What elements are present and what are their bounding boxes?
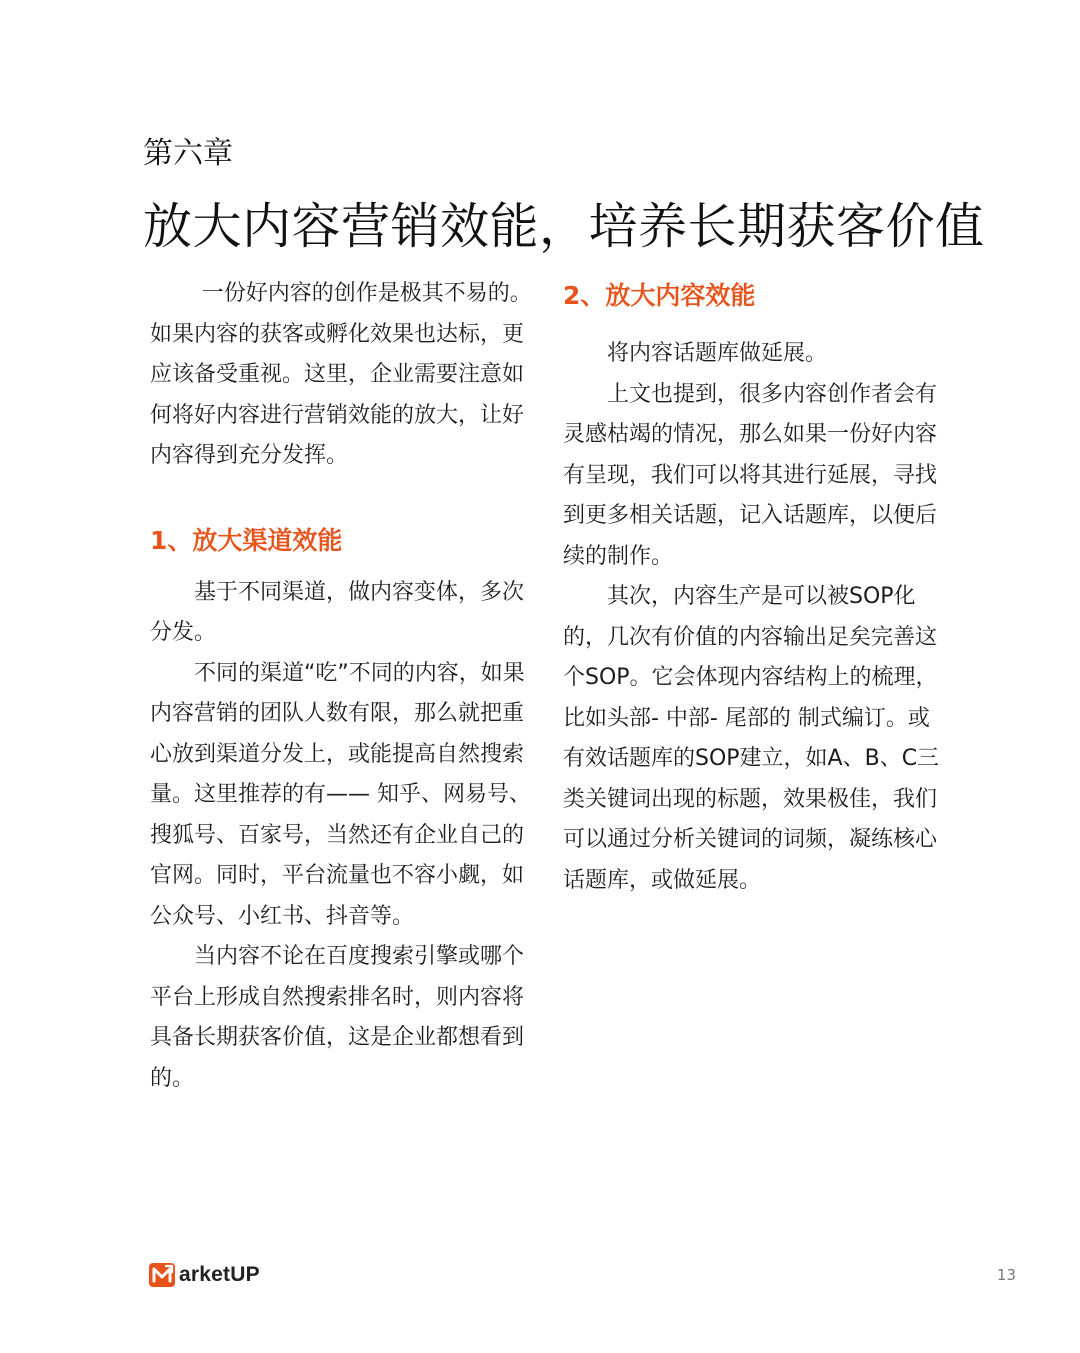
page-number: 13 [996, 1266, 1016, 1284]
body-paragraph: 上文也提到，很多内容创作者会有灵感枯竭的情况，那么如果一份好内容有呈现，我们可以将其进行延展，寻找到更多相关话题，记入话题库，以便后续的制作。 [563, 381, 938, 569]
section-heading-content: 2、放大内容效能 [563, 281, 756, 310]
body-paragraph: 将内容话题库做延展。 [607, 341, 828, 366]
body-paragraph: 基于不同渠道，做内容变体，多次分发。 [150, 579, 525, 645]
chapter-title: 放大内容营销效能，培养长期获客价值 [143, 198, 985, 255]
body-paragraph: 其次，内容生产是可以被SOP化的，几次有价值的内容输出足矣完善这个SOP。它会体现内容结构上的梳理，比如头部- 中部- 尾部的 制式编订。或有效话题库的SOP建立，如A、B、C三类关键词出现的标题，效果极佳，我们可以通过分析关键词的词频，凝练核心话题库，或做延展。 [563, 584, 940, 893]
body-paragraph: 不同的渠道“吃”不同的内容，如果内容营销的团队人数有限，那么就把重心放到渠道分发上，或能提高自然搜索量。这里推荐的有—— 知乎、网易号、搜狐号、百家号，当然还有企业自己的官网。同时，平台流量也不容小觑，如公众号、小红书、抖音等。 [150, 660, 531, 929]
marketup-logo-icon [148, 1261, 176, 1289]
section-heading-channel: 1、放大渠道效能 [150, 525, 343, 555]
intro-paragraph: 一份好内容的创作是极其不易的。如果内容的获客或孵化效果也达标，更应该备受重视。这里，企业需要注意如何将好内容进行营销效能的放大，让好内容得到充分发挥。 [150, 281, 532, 468]
marketup-logo [148, 1261, 260, 1289]
chapter-label: 第六章 [143, 136, 233, 171]
left-column [150, 274, 535, 1099]
body-paragraph: 当内容不论在百度搜索引擎或哪个平台上形成自然搜索排名时，则内容将具备长期获客价值，这是企业都想看到的。 [150, 944, 525, 1091]
logo-text: arketUP [179, 1263, 260, 1286]
right-column [563, 274, 941, 901]
